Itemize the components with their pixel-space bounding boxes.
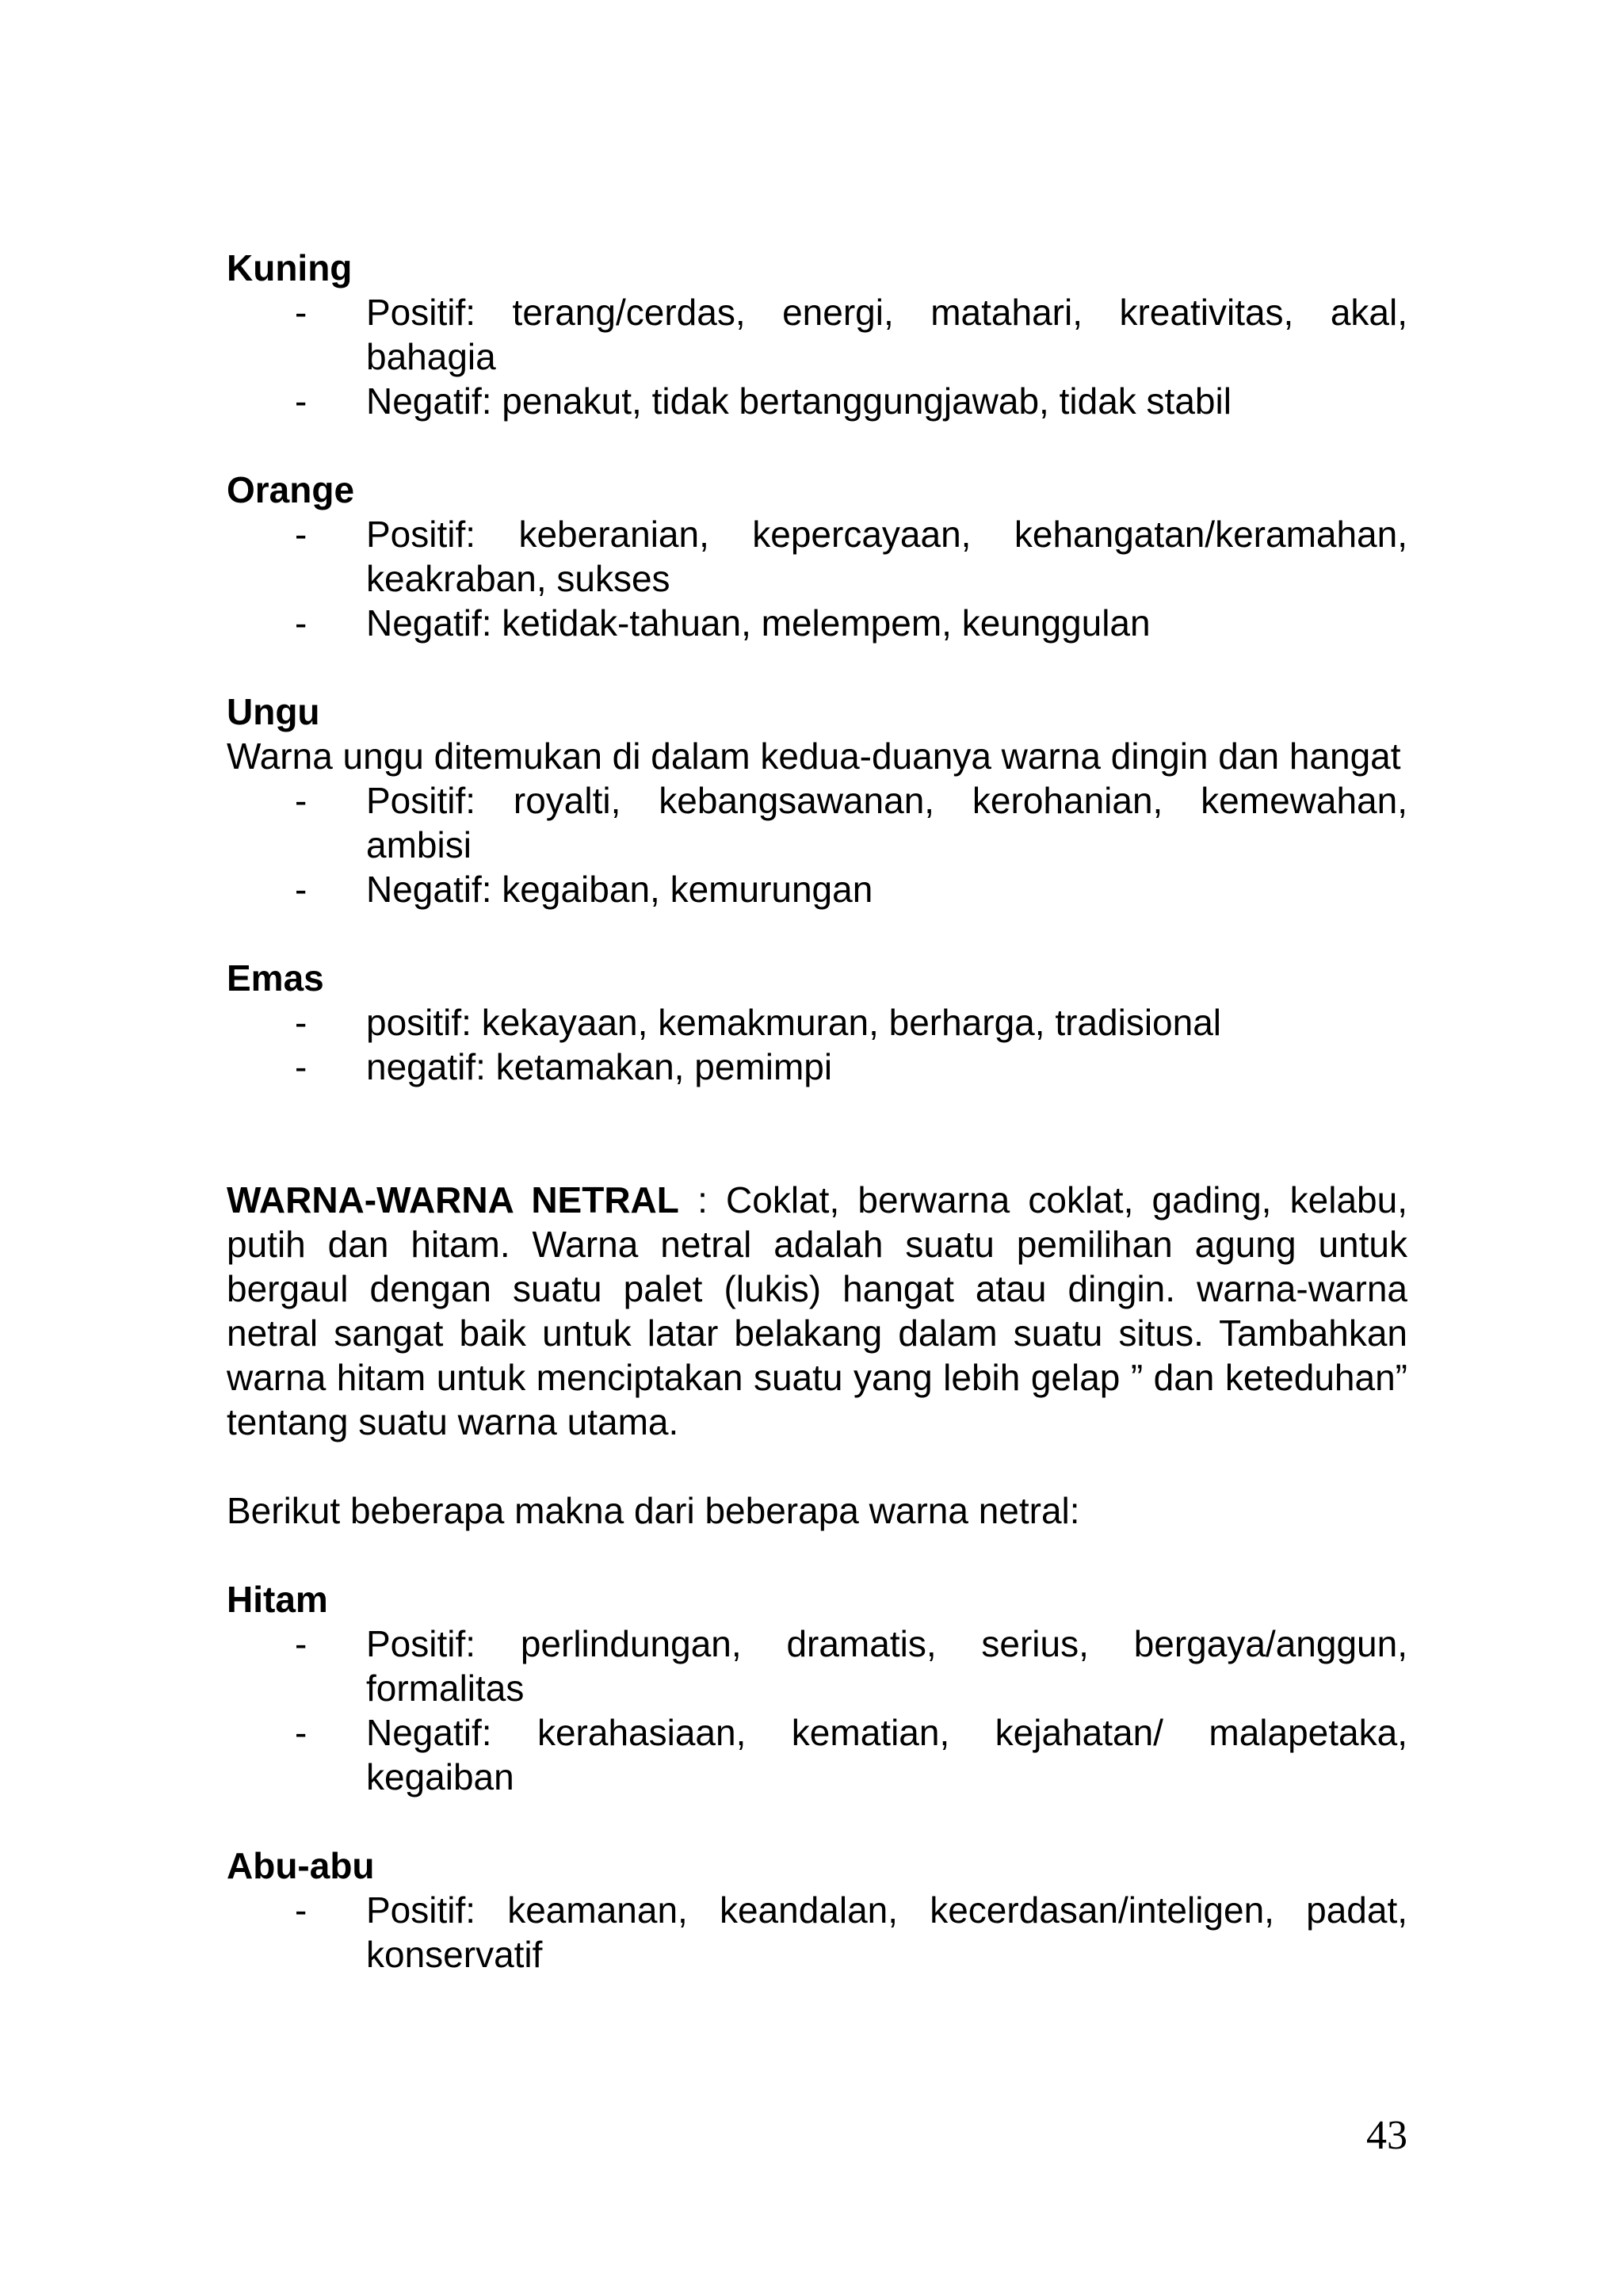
list-item: [227, 1622, 1407, 1710]
list-item-text: Positif: terang/cerdas, energi, matahari, kreativitas, akal, bahagia: [366, 292, 1407, 377]
netral-lead: WARNA-WARNA NETRAL: [227, 1179, 679, 1221]
heading-hitam: Hitam: [227, 1579, 328, 1620]
heading-abu-abu: Abu-abu: [227, 1845, 375, 1886]
list-item: [227, 1710, 1407, 1799]
dash-bullet: -: [295, 1046, 307, 1087]
list-item: [227, 1000, 1407, 1045]
dash-bullet: -: [295, 1712, 307, 1753]
list-item: [227, 867, 1407, 911]
list-ungu: [227, 778, 1407, 911]
page-content: [227, 246, 1407, 1977]
section-netral: [227, 1178, 1407, 1444]
dash-bullet: -: [295, 869, 307, 910]
section-ungu: [227, 690, 1407, 911]
list-item: [227, 1888, 1407, 1977]
list-item-text: Negatif: penakut, tidak bertanggungjawab, tidak stabil: [366, 380, 1232, 422]
heading-ungu: Ungu: [227, 691, 320, 732]
section-emas: [227, 956, 1407, 1089]
list-item-text: positif: kekayaan, kemakmuran, berharga, tradisional: [366, 1002, 1222, 1043]
dash-bullet: -: [295, 380, 307, 422]
list-item-text: negatif: ketamakan, pemimpi: [366, 1046, 833, 1087]
list-item: [227, 778, 1407, 867]
list-item-text: Positif: perlindungan, dramatis, serius, bergaya/anggun, formalitas: [366, 1623, 1407, 1709]
section-abu-abu: [227, 1843, 1407, 1977]
section-kuning: [227, 246, 1407, 423]
heading-orange: Orange: [227, 469, 355, 510]
dash-bullet: -: [295, 1889, 307, 1931]
list-abu-abu: [227, 1888, 1407, 1977]
dash-bullet: -: [295, 1002, 307, 1043]
list-item-text: Negatif: kegaiban, kemurungan: [366, 869, 873, 910]
list-item-text: Negatif: kerahasiaan, kematian, kejahatan/ malapetaka, kegaiban: [366, 1712, 1407, 1797]
page-number: 43: [1366, 2113, 1407, 2158]
heading-emas: Emas: [227, 957, 324, 999]
dash-bullet: -: [295, 602, 307, 644]
list-item-text: Negatif: ketidak-tahuan, melempem, keunggulan: [366, 602, 1151, 644]
list-item: [227, 379, 1407, 423]
list-item-text: Positif: keamanan, keandalan, kecerdasan/inteligen, padat, konservatif: [366, 1889, 1407, 1975]
list-item: [227, 601, 1407, 645]
list-item: [227, 290, 1407, 379]
dash-bullet: -: [295, 780, 307, 821]
list-hitam: [227, 1622, 1407, 1799]
list-orange: [227, 512, 1407, 645]
list-item: [227, 512, 1407, 601]
list-item-text: Positif: keberanian, kepercayaan, kehangatan/keramahan, keakraban, sukses: [366, 514, 1407, 599]
list-emas: [227, 1000, 1407, 1089]
section-orange: [227, 468, 1407, 645]
dash-bullet: -: [295, 514, 307, 555]
heading-kuning: Kuning: [227, 247, 353, 288]
ungu-intro: Warna ungu ditemukan di dalam kedua-duanya warna dingin dan hangat: [227, 735, 1401, 777]
netral-text: : Coklat, berwarna coklat, gading, kelabu, putih dan hitam. Warna netral adalah suatu pemilihan agung untuk bergaul dengan suatu palet (lukis) hangat atau dingin. warna-warna netral sangat baik untuk latar belakang dalam suatu situs. Tambahkan warna hitam untuk menciptakan suatu yang lebih gelap ” dan keteduhan” tentang suatu warna utama.: [227, 1179, 1407, 1442]
list-item: [227, 1045, 1407, 1089]
list-kuning: [227, 290, 1407, 423]
section-hitam: [227, 1577, 1407, 1799]
dash-bullet: -: [295, 292, 307, 333]
list-item-text: Positif: royalti, kebangsawanan, kerohanian, kemewahan, ambisi: [366, 780, 1407, 865]
netral-paragraph: [227, 1178, 1407, 1444]
netral-followup: Berikut beberapa makna dari beberapa warna netral:: [227, 1490, 1080, 1531]
dash-bullet: -: [295, 1623, 307, 1664]
